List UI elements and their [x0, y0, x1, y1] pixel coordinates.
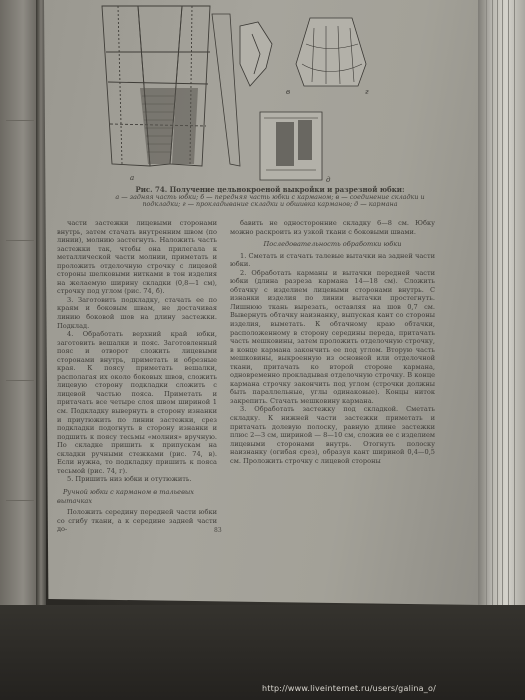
section-heading: Ручной юбки с карманом в тальевых вытачках: [57, 487, 195, 505]
paragraph: 4. Обработать верхний край юбки, заготовить вешалки и пояс. Заготовленный пояс и отворот сложить лицевыми сторонами внутрь, приметать и обрезные края. К поясу приметать вешалки, располагая их около боковых швов, сложить лицевую сторону подкладки сложить с лицевой частью пояса. Приметать и притачать все четыре слоя швом шириной 1 см. Подкладку вывернуть в сторону изнанки и приутюжить по линии застежки, срез подкладки подогнуть в сторону изнанки и подшить к поясу тесьмы «молния» вручную. По складке пришить к припускам на складки ручными стежками (рис. 74, в). Если нужна, то подкладку пришить к пояса тесьмой (рис. 74, г).: [57, 330, 217, 475]
left-text-column: [57, 219, 217, 534]
caption-description: а — задняя часть юбки; б — передняя часть юбки с карманом; в — соединение складки и подкладки; г — прокладывание складки и обшивка карманов; д — кармана: [115, 192, 425, 208]
caption-title: Рис. 74. Получение цельнокроеной выкройки и разрезной юбки:: [135, 185, 405, 194]
watermark-url: http://www.liveinternet.ru/users/galina_o/: [262, 684, 436, 693]
list-item: 2. Обработать карманы и вытачки передней части юбки (длина разреза кармана 14—18 см). Сложить обтачку с изделием лицевыми сторонами внутрь. С изнанки изделия по линии вытачки простегнуть. Лишнюю ткань вырезать, оставляя на шов 0,7 см. Вывернуть обтачку наизнанку, выпуская кант со стороны изделия, выметать. К обтачному краю обтачки, расположенному в сторону середины переда, притачать часть мешковины, затем проложить отделочную строчку, в конце кармана закончить ее под углом. Вторую часть мешковины, выкроенную из основной или отделочной ткани, притачать ко второй стороне кармана, одновременно прокладывая отделочную строчку. В конце кармана строчку закончить под углом (строчки должны быть параллельные, углы одинаковые). Концы ниток закрепить. Стачать мешковину кармана.: [230, 268, 435, 405]
book-spine: [36, 0, 46, 615]
list-item: 1. Сметать и стачать талевые вытачки на задней части юбки.: [230, 251, 435, 269]
paragraph: 3. Заготовить подкладку, стачать ее по краям и боковым швам, не достачивая линию боковой шов на длину застежки. Подклад.: [57, 295, 217, 330]
paragraph: части застежки лицевыми сторонами внутрь, затем стачать внутренним швом (по линии), молнию застегнуть. Наложить часть застежки так, чтобы она прилегала к металлической части молнии, приметать и проложить отделочную строчку с лицевой стороны шелковыми нитками в тон изделия на желаемую ширину складки (0,8—1 см), строчку под углом (рис. 74, б).: [57, 219, 217, 296]
label-v: в: [286, 88, 291, 96]
list-item: 3. Обработать застежку под складкой. Сметать складку. К нижней части застежки приметать и притачать долевую полоску, равную длине застежки плюс 2—3 см, шириной — 8—10 см, сложив ее с изделием лицевыми сторонами внутрь. Отогнуть полоску наизнанку (огибая срез), образуя кант шириной 0,4—0,5 см. Проложить строчку с лицевой стороны: [230, 405, 435, 465]
paragraph: Положить середину передней части юбки со сгибу ткани, а к середине задней части до-: [57, 508, 217, 534]
page-number: 83: [214, 527, 222, 534]
label-g: г: [365, 88, 369, 96]
pattern-illustration: [90, 4, 440, 184]
figure-74: [90, 4, 440, 184]
label-a: а: [130, 174, 135, 182]
page-stack-edge: [478, 0, 525, 612]
paragraph: бавить не односторонние складку 6—8 см. Юбку можно раскроить из узкой ткани с боковыми швами.: [230, 219, 435, 236]
figure-caption: [105, 186, 435, 209]
right-text-column: [230, 219, 435, 465]
paragraph: 5. Пришить низ юбки и отутюжить.: [67, 475, 192, 484]
section-heading: Последовательность обработки юбки: [263, 240, 402, 249]
label-d: д: [326, 176, 331, 184]
